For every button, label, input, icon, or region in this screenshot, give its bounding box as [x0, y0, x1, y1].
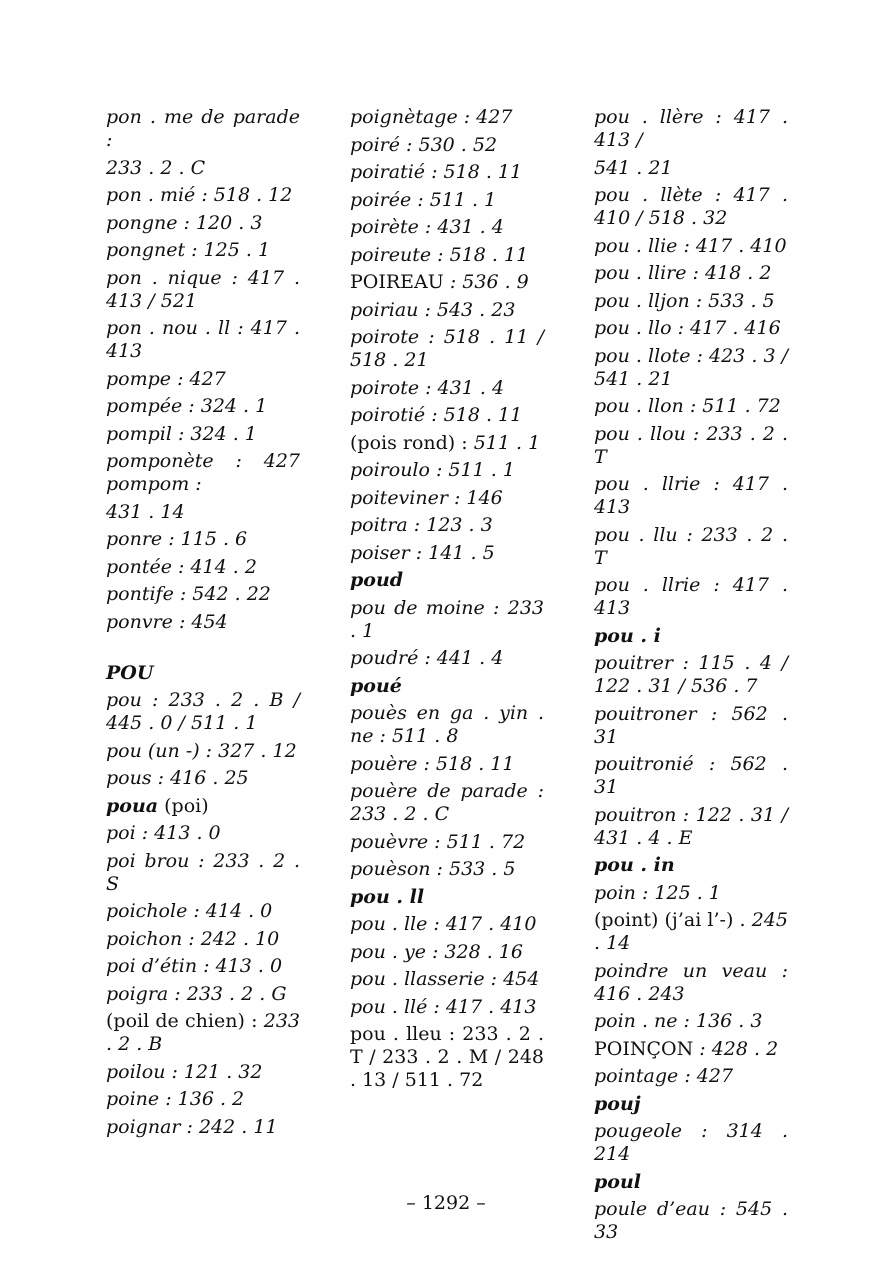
index-entry-text: pou . llète : 417 . 410 / 518 . 32 [594, 184, 788, 229]
index-heading-text: pou . in [594, 854, 675, 876]
index-entry-text: poiriau : 543 . 23 [350, 298, 516, 321]
index-entry-text: pous : 416 . 25 [106, 767, 249, 789]
index-entry [350, 597, 544, 643]
index-entry-text: poirée : 511 . 1 [350, 188, 497, 211]
index-entry-text: pompée : 324 . 1 [106, 395, 268, 417]
index-entry-text: 233 . 2 . B [106, 1010, 300, 1055]
index-entry [350, 326, 544, 372]
index-entry [106, 501, 300, 524]
index-entry [350, 831, 544, 854]
index-entry [350, 886, 544, 909]
index-entry [350, 858, 544, 881]
index-entry-text: pon . nou . ll : 417 . 413 [106, 317, 300, 362]
index-entry [350, 702, 544, 748]
index-entry [350, 432, 544, 455]
index-entry [594, 1038, 788, 1061]
index-entry-text: pouère : 518 . 11 [350, 752, 515, 775]
index-entry [594, 235, 788, 258]
index-entry [594, 317, 788, 340]
index-entry-text: pou . lljon : 533 . 5 [594, 289, 775, 312]
index-entry [106, 395, 300, 418]
index-column-1 [106, 106, 300, 1143]
index-entry-text: poindre un veau : 416 . 243 [594, 959, 788, 1005]
index-entry [594, 882, 788, 905]
index-entry [594, 157, 788, 180]
index-entry-text: - [185, 739, 193, 762]
index-entry [106, 450, 300, 496]
index-entry [350, 675, 544, 698]
index-entry-text: poirote : 431 . 4 [350, 376, 505, 399]
index-entry [350, 968, 544, 991]
index-entry-text: poiroulo : 511 . 1 [350, 459, 515, 481]
index-entry-text: 541 . 21 [594, 156, 673, 179]
index-entry-text: poiteviner : 146 [350, 486, 503, 509]
index-entry [594, 1010, 788, 1033]
index-entry-text: poi brou : 233 . 2 . S [106, 849, 300, 895]
index-entry-text: : 536 . 9 [443, 271, 529, 293]
index-entry-text: pontife : 542 . 22 [106, 583, 271, 605]
index-entry-text: poirète : 431 . 4 [350, 216, 504, 238]
index-entry-text: (pois rond) : [350, 431, 474, 454]
index-entry-text: pon . mié : 518 . 12 [106, 184, 293, 206]
index-entry [350, 514, 544, 537]
index-entry-text: . 245 . 14 [594, 909, 788, 954]
index-entry [594, 1171, 788, 1194]
index-column-3 [594, 106, 788, 1249]
index-entry-text: poin : 125 . 1 [594, 881, 721, 904]
index-entry-text: poireute : 518 . 11 [350, 243, 529, 266]
index-entry-text: pouitroner : 562 . 31 [594, 702, 788, 748]
index-entry [594, 395, 788, 418]
index-entry [106, 955, 300, 978]
index-entry [106, 928, 300, 951]
index-entry-text: pou . llie : 417 . 410 [594, 234, 787, 257]
index-entry-text: pou . llrie : 417 . 413 [594, 574, 788, 619]
index-entry-text: poigra : 233 . 2 . G [106, 982, 287, 1005]
index-entry-text: pomponète : 427 pompom : [106, 450, 300, 495]
index-entry-text: poule d’eau : 545 . 33 [594, 1198, 788, 1243]
index-entry [106, 583, 300, 606]
index-entry-text: poi : 413 . 0 [106, 822, 221, 844]
index-entry [594, 1065, 788, 1088]
index-entry [106, 528, 300, 551]
index-heading-text: poud [350, 569, 404, 591]
index-entry-text: poirotié : 518 . 11 [350, 404, 523, 426]
index-entry-text: 233 . 2 . C [106, 156, 206, 179]
index-entry [594, 1093, 788, 1116]
page-number: – 1292 – [406, 1192, 486, 1214]
index-entry [106, 740, 300, 763]
index-entry-text: pou . lleu : 233 . 2 . T / 233 . 2 . M / 248 . 13 / 511 . 72 [350, 1023, 544, 1091]
index-heading-text: pou . ll [350, 885, 425, 908]
index-entry-text: pou . llasserie : 454 [350, 968, 540, 990]
index-entry [106, 1010, 300, 1056]
index-entry-text: pou . llu : 233 . 2 . T [594, 523, 788, 569]
index-entry [350, 134, 544, 157]
index-entry [594, 184, 788, 230]
index-heading-text: pouj [594, 1092, 641, 1115]
index-entry [106, 212, 300, 235]
index-entry [106, 1116, 300, 1139]
index-entry [350, 753, 544, 776]
index-entry-text: (poil de chien) : [106, 1010, 264, 1032]
index-entry [350, 487, 544, 510]
index-entry-text: (poi) [158, 794, 209, 817]
index-entry [594, 1120, 788, 1166]
index-entry-text: pou de moine : 233 . 1 [350, 596, 544, 642]
index-entry [594, 106, 788, 152]
index-entry [594, 524, 788, 570]
index-entry-text: pongne : 120 . 3 [106, 211, 263, 234]
index-entry-text: pon . me de parade : [106, 106, 300, 151]
index-entry [594, 804, 788, 850]
index-entry-text: pou . llrie : 417 . 413 [594, 473, 788, 518]
index-entry-text: pouèson : 533 . 5 [350, 858, 516, 880]
index-entry-text: poichon : 242 . 10 [106, 927, 280, 950]
index-entry [106, 1088, 300, 1111]
index-entry [594, 345, 788, 391]
index-entry [106, 184, 300, 207]
index-heading-text: poul [594, 1170, 641, 1193]
index-entry [106, 900, 300, 923]
index-heading-text: pou . i [594, 624, 661, 647]
index-entry-text: pou . ye : 328 . 16 [350, 940, 523, 963]
index-entry [106, 822, 300, 845]
index-entry-text: pou . llire : 418 . 2 [594, 262, 772, 284]
index-entry [350, 244, 544, 267]
index-entry [106, 423, 300, 446]
index-entry [106, 556, 300, 579]
index-entry-text: POIREAU [350, 271, 444, 293]
index-entry [350, 913, 544, 936]
index-entry-text: 511 . 1 [473, 431, 541, 454]
index-entry-text: poudré : 441 . 4 [350, 647, 504, 669]
index-entry [594, 652, 788, 698]
index-entry-text: poiré : 530 . 52 [350, 133, 498, 156]
index-entry [594, 574, 788, 620]
index-entry-text: pou : 233 . 2 . B / 445 . 0 / 511 . 1 [106, 689, 300, 734]
index-entry [106, 1061, 300, 1084]
index-heading-text: POU [106, 661, 154, 684]
index-entry-text: ponvre : 454 [106, 610, 228, 633]
index-entry [106, 317, 300, 363]
index-entry [106, 983, 300, 1006]
index-entry-text: pompe : 427 [106, 367, 226, 390]
index-entry-text: pontée : 414 . 2 [106, 555, 257, 578]
index-entry [594, 960, 788, 1006]
index-entry-text: poilou : 121 . 32 [106, 1060, 263, 1083]
index-entry [350, 780, 544, 826]
index-entry [106, 795, 300, 818]
index-entry [594, 290, 788, 313]
index-entry-text: poignètage : 427 [350, 106, 513, 128]
index-entry-text: poi d’étin : 413 . 0 [106, 955, 283, 977]
index-entry-text: pouès en ga . yin . ne : 511 . 8 [350, 702, 544, 747]
index-entry-text: pongnet : 125 . 1 [106, 239, 271, 261]
index-entry [106, 611, 300, 634]
index-entry-text: pon . nique : 417 . 413 / 521 [106, 266, 300, 312]
index-entry [594, 262, 788, 285]
index-entry-text: pou . llère : 417 . 413 / [594, 106, 788, 151]
index-entry-text: pouitron : 122 . 31 / 431 . 4 . E [594, 803, 788, 849]
index-entry-text: pou . llote : 423 . 3 / 541 . 21 [594, 344, 788, 390]
index-entry [350, 996, 544, 1019]
index-entry [106, 157, 300, 180]
index-entry-text: pouèvre : 511 . 72 [350, 830, 526, 853]
index-entry [106, 239, 300, 262]
index-entry-text: pougeole : 314 . 214 [594, 1120, 788, 1165]
index-entry [594, 854, 788, 877]
index-entry-text: pou . llou : 233 . 2 . T [594, 422, 788, 468]
index-entry-text: poitra : 123 . 3 [350, 514, 493, 536]
index-entry-text: ponre : 115 . 6 [106, 528, 248, 550]
index-entry [594, 423, 788, 469]
index-entry-text: poine : 136 . 2 [106, 1088, 245, 1110]
index-entry-text: poiratié : 518 . 11 [350, 161, 523, 183]
index-entry [106, 368, 300, 391]
index-entry-text: pou . lle : 417 . 410 [350, 913, 537, 935]
index-entry-text: poin . ne : 136 . 3 [594, 1010, 763, 1032]
index-entry-text: poirote : 518 . 11 / 518 . 21 [350, 326, 544, 371]
index-entry [594, 909, 788, 955]
index-entry-text: 431 . 14 [106, 500, 185, 523]
index-entry-text: pouitronié : 562 . 31 [594, 753, 788, 798]
index-entry [594, 753, 788, 799]
index-entry [350, 377, 544, 400]
index-entry [106, 689, 300, 735]
index-entry-text: pou . llé : 417 . 413 [350, 995, 537, 1018]
index-entry-text: : 428 . 2 [693, 1037, 779, 1060]
index-entry-text: pouitrer : 115 . 4 / 122 . 31 / 536 . 7 [594, 652, 788, 697]
index-column-2 [350, 106, 544, 1097]
index-entry [350, 647, 544, 670]
index-entry-text: POINÇON [594, 1037, 694, 1060]
index-entry [106, 267, 300, 313]
index-entry-text: pouère de parade : 233 . 2 . C [350, 780, 544, 825]
index-entry-text: ) : 327 . 12 [192, 739, 297, 762]
index-entry [594, 703, 788, 749]
index-entry [106, 106, 300, 152]
index-entry [106, 662, 300, 685]
index-entry [350, 569, 544, 592]
index-entry-text: poiser : 141 . 5 [350, 541, 495, 564]
index-entry [350, 189, 544, 212]
index-heading-text: poué [350, 674, 402, 697]
index-entry-text: pou . llo : 417 . 416 [594, 317, 781, 339]
index-entry [350, 271, 544, 294]
index-entry [594, 625, 788, 648]
index-entry [350, 299, 544, 322]
index-entry [350, 459, 544, 482]
index-entry-text: pou . llon : 511 . 72 [594, 395, 781, 417]
index-entry [350, 161, 544, 184]
index-entry [594, 473, 788, 519]
index-entry-text: pompil : 324 . 1 [106, 422, 257, 445]
index-entry [350, 216, 544, 239]
index-entry-text: (point) (j’ai l’-) [594, 909, 740, 931]
index-entry-text: pointage : 427 [594, 1065, 734, 1087]
index-entry [350, 1023, 544, 1092]
index-entry [350, 404, 544, 427]
index-entry-text: poignar : 242 . 11 [106, 1115, 278, 1138]
index-entry [350, 941, 544, 964]
index-entry [106, 767, 300, 790]
index-entry [106, 850, 300, 896]
index-entry-text: pou (un [106, 739, 186, 762]
index-entry-text: poichole : 414 . 0 [106, 900, 273, 922]
index-entry [350, 106, 544, 129]
index-heading-text: poua [106, 794, 159, 817]
index-entry [350, 542, 544, 565]
